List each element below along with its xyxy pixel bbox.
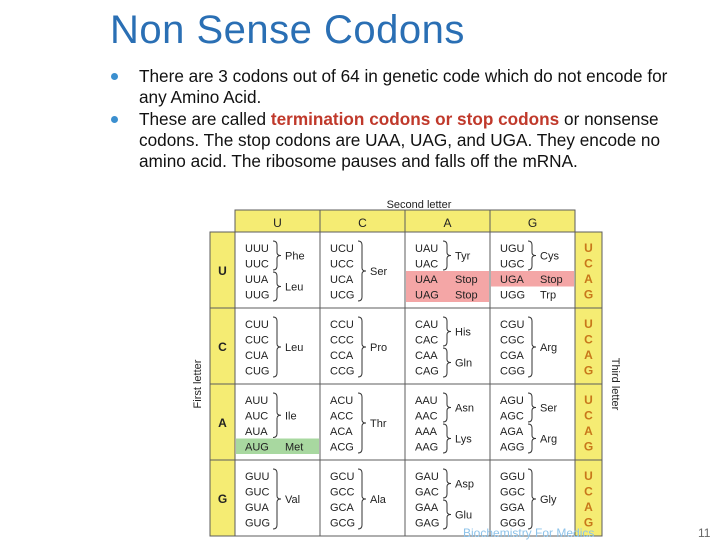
first-letter-label: First letter xyxy=(192,359,204,409)
amino-acid-val: Val xyxy=(285,494,301,506)
brace-icon xyxy=(443,500,451,529)
third-letter-C: C xyxy=(584,408,593,423)
third-letter-C: C xyxy=(584,256,593,271)
brace-icon xyxy=(358,393,366,453)
codon-cgg: CGG xyxy=(500,365,526,378)
codon-agu: AGU xyxy=(500,395,524,407)
codon-cau: CAU xyxy=(415,319,439,331)
codon-gau: GAU xyxy=(415,471,439,483)
codon-gca: GCA xyxy=(330,502,354,514)
amino-acid-stop: Stop xyxy=(455,289,478,302)
codon-cuu: CUU xyxy=(245,319,269,331)
third-letter-C: C xyxy=(584,484,593,499)
brace-icon xyxy=(443,348,451,377)
codon-acu: ACU xyxy=(330,395,354,407)
brace-icon xyxy=(528,393,536,422)
codon-uaa: UAA xyxy=(415,274,438,286)
amino-acid-ile: Ile xyxy=(285,410,297,423)
amino-acid-ser: Ser xyxy=(540,402,558,415)
codon-cug: CUG xyxy=(245,365,270,378)
third-letter-A: A xyxy=(584,424,593,438)
amino-acid-lys: Lys xyxy=(455,433,472,446)
page-number: 11 xyxy=(698,526,711,540)
codon-gcu: GCU xyxy=(330,471,355,483)
codon-uau: UAU xyxy=(415,243,439,255)
amino-acid-tyr: Tyr xyxy=(455,250,471,263)
codon-ccc: CCC xyxy=(330,334,354,347)
codon-aac: AAC xyxy=(415,410,438,423)
bullet-text-post: or nonsense codons. The stop codons are UAA, UAG, and UGA. They encode no amino acid. The ribosome pauses and falls off the mRNA. xyxy=(139,109,661,171)
brace-icon xyxy=(443,241,451,270)
codon-caa: CAA xyxy=(415,350,438,362)
codon-gcg: GCG xyxy=(330,517,356,530)
codon-uuc: UUC xyxy=(245,258,269,271)
codon-uua: UUA xyxy=(245,274,269,286)
first-letter-U: U xyxy=(218,264,227,278)
codon-ggu: GGU xyxy=(500,471,526,483)
codon-gcc: GCC xyxy=(330,486,355,499)
codon-uga: UGA xyxy=(500,274,524,286)
codon-aca: ACA xyxy=(330,426,353,438)
brace-icon xyxy=(273,393,281,438)
codon-uuu: UUU xyxy=(245,243,269,255)
codon-cuc: CUC xyxy=(245,334,269,347)
codon-gga: GGA xyxy=(500,502,525,514)
amino-acid-trp: Trp xyxy=(540,289,557,302)
codon-agc: AGC xyxy=(500,410,524,423)
codon-gac: GAC xyxy=(415,486,439,499)
codon-uag: UAG xyxy=(415,289,439,302)
slide-title: Non Sense Codons xyxy=(110,8,465,52)
brace-icon xyxy=(528,241,536,270)
third-letter-G: G xyxy=(583,363,594,378)
brace-icon xyxy=(273,241,281,270)
amino-acid-pro: Pro xyxy=(370,342,388,354)
second-letter-A: A xyxy=(443,216,452,230)
codon-ggc: GGC xyxy=(500,486,526,499)
codon-ugc: UGC xyxy=(500,258,525,271)
codon-guc: GUC xyxy=(245,486,270,499)
codon-uac: UAC xyxy=(415,258,439,271)
brace-icon xyxy=(273,317,281,377)
amino-acid-cys: Cys xyxy=(540,250,559,263)
codon-aua: AUA xyxy=(245,426,268,438)
codon-gaa: GAA xyxy=(415,502,439,514)
third-letter-C: C xyxy=(584,332,593,347)
third-letter-U: U xyxy=(584,393,593,407)
brace-icon xyxy=(443,424,451,453)
footer-text: Biochemistry For Medics xyxy=(463,526,595,540)
amino-acid-ser: Ser xyxy=(370,266,388,278)
codon-auc: AUC xyxy=(245,410,269,423)
amino-acid-stop: Stop xyxy=(455,274,478,286)
codon-guu: GUU xyxy=(245,471,270,483)
codon-ccg: CCG xyxy=(330,365,355,378)
bullet-text-pre: These are called xyxy=(139,109,271,129)
third-letter-label: Third letter xyxy=(609,357,621,411)
brace-icon xyxy=(443,469,451,498)
codon-aug: AUG xyxy=(245,441,269,454)
amino-acid-his: His xyxy=(455,326,471,339)
brace-icon xyxy=(443,393,451,422)
codon-cua: CUA xyxy=(245,350,269,362)
codon-gua: GUA xyxy=(245,502,269,514)
brace-icon xyxy=(358,317,366,377)
codon-cca: CCA xyxy=(330,350,354,362)
codon-ggg: GGG xyxy=(500,517,526,530)
amino-acid-gln: Gln xyxy=(455,357,473,370)
codon-uca: UCA xyxy=(330,274,354,286)
third-letter-G: G xyxy=(583,515,594,530)
codon-gug: GUG xyxy=(245,517,271,530)
amino-acid-phe: Phe xyxy=(285,250,305,263)
amino-acid-glu: Glu xyxy=(455,509,473,522)
codon-uug: UUG xyxy=(245,289,270,302)
codon-cga: CGA xyxy=(500,350,524,362)
amino-acid-met: Met xyxy=(285,441,304,454)
codon-aga: AGA xyxy=(500,426,524,438)
bullet-text: There are 3 codons out of 64 in genetic code which do not encode for any Amino Acid. xyxy=(139,66,668,107)
codon-cag: CAG xyxy=(415,365,439,378)
amino-acid-asp: Asp xyxy=(455,478,474,491)
brace-icon xyxy=(273,469,281,529)
third-letter-U: U xyxy=(584,317,593,331)
amino-acid-arg: Arg xyxy=(540,433,558,446)
first-letter-C: C xyxy=(218,340,227,354)
brace-icon xyxy=(358,469,366,529)
codon-aau: AAU xyxy=(415,395,438,407)
brace-icon xyxy=(528,317,536,377)
amino-acid-asn: Asn xyxy=(455,402,474,415)
codon-ucg: UCG xyxy=(330,289,355,302)
codon-ccu: CCU xyxy=(330,319,354,331)
amino-acid-thr: Thr xyxy=(370,418,387,430)
third-letter-A: A xyxy=(584,272,593,286)
brace-icon xyxy=(358,241,366,301)
amino-acid-gly: Gly xyxy=(540,494,557,506)
third-letter-G: G xyxy=(583,287,594,302)
second-letter-G: G xyxy=(527,216,538,230)
codon-ucc: UCC xyxy=(330,258,354,271)
codon-auu: AUU xyxy=(245,395,269,407)
amino-acid-arg: Arg xyxy=(540,342,558,354)
codon-gag: GAG xyxy=(415,517,440,530)
third-letter-G: G xyxy=(583,439,594,454)
amino-acid-ala: Ala xyxy=(370,494,386,506)
amino-acid-leu: Leu xyxy=(285,281,304,294)
amino-acid-leu: Leu xyxy=(285,342,304,354)
brace-icon xyxy=(528,469,536,529)
third-letter-U: U xyxy=(584,241,593,255)
brace-icon xyxy=(273,272,281,301)
second-letter-label: Second letter xyxy=(386,199,452,211)
amino-acid-stop: Stop xyxy=(540,274,563,286)
third-letter-U: U xyxy=(584,469,593,483)
codon-cac: CAC xyxy=(415,334,439,347)
codon-acc: ACC xyxy=(330,410,354,423)
codon-ugu: UGU xyxy=(500,243,525,255)
first-letter-G: G xyxy=(217,492,228,506)
codon-aaa: AAA xyxy=(415,426,438,438)
codon-ugg: UGG xyxy=(500,289,526,302)
second-letter-U: U xyxy=(273,216,282,230)
codon-cgu: CGU xyxy=(500,319,525,331)
bullet-highlight: termination codons or stop codons xyxy=(270,109,560,129)
first-letter-A: A xyxy=(218,416,227,430)
third-letter-A: A xyxy=(584,348,593,362)
codon-ucu: UCU xyxy=(330,243,354,255)
codon-agg: AGG xyxy=(500,441,525,454)
codon-cgc: CGC xyxy=(500,334,525,347)
brace-icon xyxy=(443,317,451,346)
third-letter-A: A xyxy=(584,500,593,514)
codon-aag: AAG xyxy=(415,441,439,454)
codon-acg: ACG xyxy=(330,441,354,454)
second-letter-C: C xyxy=(358,216,367,230)
brace-icon xyxy=(528,424,536,453)
